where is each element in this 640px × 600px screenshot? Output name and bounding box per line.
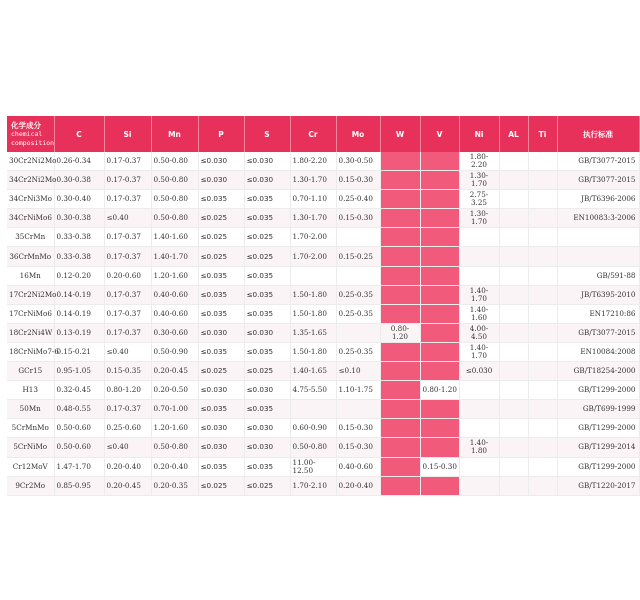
composition-table-container [7, 116, 636, 496]
cell-c: 0.13-0.19 [54, 323, 104, 342]
cell-s: ≤0.035 [244, 304, 290, 323]
header-composition [7, 116, 54, 152]
cell-ti [528, 190, 557, 209]
cell-cr: 1.30-1.70 [290, 171, 336, 190]
cell-s: ≤0.035 [244, 209, 290, 228]
cell-s: ≤0.035 [244, 342, 290, 361]
table-row [7, 362, 639, 381]
cell-c: 0.26-0.34 [54, 152, 104, 171]
cell-grade: 17CrNiMo6 [7, 304, 54, 323]
table-row [7, 285, 639, 304]
cell-grade: 30Cr2Ni2Mo [7, 152, 54, 171]
cell-std: GB/T1220-2017 [557, 476, 639, 495]
cell-w [380, 285, 420, 304]
cell-w [380, 381, 420, 400]
cell-v [420, 476, 459, 495]
cell-w [380, 190, 420, 209]
cell-ni: 1.30- 1.70 [459, 209, 499, 228]
cell-mn: 0.50-0.80 [151, 152, 198, 171]
cell-al [499, 438, 528, 457]
cell-ni [459, 266, 499, 285]
cell-si: 0.15-0.35 [104, 362, 151, 381]
cell-p: ≤0.035 [198, 342, 244, 361]
cell-grade: H13 [7, 381, 54, 400]
cell-cr: 1.80-2.20 [290, 152, 336, 171]
cell-mo: 0.15-0.30 [336, 171, 380, 190]
cell-p: ≤0.030 [198, 438, 244, 457]
table-row [7, 457, 639, 476]
cell-v [420, 362, 459, 381]
cell-si: 0.80-1.20 [104, 381, 151, 400]
table-row [7, 266, 639, 285]
cell-grade: 35CrMn [7, 228, 54, 247]
cell-ti [528, 438, 557, 457]
header-p: P [198, 116, 244, 152]
header-composition-en2: composition [11, 138, 55, 147]
cell-ti [528, 419, 557, 438]
cell-ti [528, 152, 557, 171]
cell-si: 0.17-0.37 [104, 171, 151, 190]
cell-cr [290, 400, 336, 419]
cell-si: 0.17-0.37 [104, 247, 151, 266]
cell-mn: 0.50-0.90 [151, 342, 198, 361]
cell-v [420, 266, 459, 285]
cell-w [380, 457, 420, 476]
cell-c: 0.30-0.38 [54, 171, 104, 190]
cell-c: 0.33-0.38 [54, 228, 104, 247]
cell-cr [290, 266, 336, 285]
header-composition-en1: chemical [11, 129, 43, 138]
cell-si: 0.25-0.60 [104, 419, 151, 438]
cell-p: ≤0.035 [198, 304, 244, 323]
cell-s: ≤0.035 [244, 190, 290, 209]
cell-std: EN10083:3-2006 [557, 209, 639, 228]
cell-mo: 0.15-0.30 [336, 209, 380, 228]
cell-s: ≤0.030 [244, 323, 290, 342]
cell-mn: 1.40-1.60 [151, 228, 198, 247]
cell-std: GB/T3077-2015 [557, 171, 639, 190]
cell-s: ≤0.030 [244, 419, 290, 438]
cell-s: ≤0.035 [244, 457, 290, 476]
cell-s: ≤0.025 [244, 247, 290, 266]
cell-grade: 5CrNiMo [7, 438, 54, 457]
table-row [7, 476, 639, 495]
cell-ti [528, 266, 557, 285]
cell-std: GB/591-88 [557, 266, 639, 285]
cell-s: ≤0.030 [244, 171, 290, 190]
cell-cr: 1.35-1.65 [290, 323, 336, 342]
cell-ni: ≤0.030 [459, 362, 499, 381]
cell-cr: 4.75-5.50 [290, 381, 336, 400]
cell-al [499, 247, 528, 266]
cell-std: JB/T6395-2010 [557, 285, 639, 304]
cell-si: ≤0.40 [104, 438, 151, 457]
cell-al [499, 152, 528, 171]
cell-v [420, 152, 459, 171]
cell-v [420, 400, 459, 419]
cell-v [420, 419, 459, 438]
cell-p: ≤0.025 [198, 209, 244, 228]
cell-v [420, 209, 459, 228]
cell-mo [336, 228, 380, 247]
cell-grade: 17Cr2Ni2Mo [7, 285, 54, 304]
cell-ni [459, 476, 499, 495]
header-composition-cn: 化学成分 [11, 120, 41, 130]
header-cr: Cr [290, 116, 336, 152]
cell-ti [528, 400, 557, 419]
cell-si: ≤0.40 [104, 342, 151, 361]
cell-ni: 1.40- 1.60 [459, 304, 499, 323]
cell-mn: 0.20-0.50 [151, 381, 198, 400]
cell-al [499, 476, 528, 495]
cell-cr: 1.50-1.80 [290, 342, 336, 361]
table-row [7, 247, 639, 266]
cell-ni: 1.40- 1.70 [459, 285, 499, 304]
cell-p: ≤0.035 [198, 457, 244, 476]
cell-grade: 16Mn [7, 266, 54, 285]
header-v: V [420, 116, 459, 152]
chemical-composition-table [7, 116, 640, 496]
cell-si: 0.17-0.37 [104, 190, 151, 209]
cell-cr: 0.50-0.80 [290, 438, 336, 457]
header-mo: Mo [336, 116, 380, 152]
cell-s: ≤0.035 [244, 285, 290, 304]
cell-s: ≤0.025 [244, 228, 290, 247]
cell-mn: 0.50-0.80 [151, 190, 198, 209]
cell-al [499, 381, 528, 400]
cell-p: ≤0.030 [198, 152, 244, 171]
cell-c: 0.30-0.38 [54, 209, 104, 228]
cell-w [380, 476, 420, 495]
cell-std [557, 228, 639, 247]
cell-ni [459, 419, 499, 438]
cell-al [499, 362, 528, 381]
header-si: Si [104, 116, 151, 152]
cell-mo: 0.15-0.30 [336, 438, 380, 457]
cell-mn: 0.50-0.80 [151, 209, 198, 228]
cell-v: 0.15-0.30 [420, 457, 459, 476]
cell-w [380, 400, 420, 419]
cell-mo: 0.25-0.35 [336, 304, 380, 323]
cell-std: GB/T1299-2000 [557, 457, 639, 476]
table-body [7, 152, 639, 495]
cell-cr: 1.40-1.65 [290, 362, 336, 381]
cell-grade: Cr12MoV [7, 457, 54, 476]
cell-grade: 34CrNi3Mo [7, 190, 54, 209]
cell-grade: 18Cr2Ni4W [7, 323, 54, 342]
cell-ni: 2.75- 3.25 [459, 190, 499, 209]
cell-si: 0.17-0.37 [104, 400, 151, 419]
cell-mo: 0.20-0.40 [336, 476, 380, 495]
cell-cr: 1.30-1.70 [290, 209, 336, 228]
cell-w: 0.80- 1.20 [380, 323, 420, 342]
table-row [7, 228, 639, 247]
cell-std: GB/T1299-2000 [557, 381, 639, 400]
cell-ti [528, 381, 557, 400]
cell-p: ≤0.035 [198, 190, 244, 209]
cell-w [380, 438, 420, 457]
cell-std: EN10084:2008 [557, 342, 639, 361]
cell-al [499, 457, 528, 476]
cell-ni: 4.00- 4.50 [459, 323, 499, 342]
cell-w [380, 304, 420, 323]
cell-grade: 34CrNiMo6 [7, 209, 54, 228]
cell-c: 0.48-0.55 [54, 400, 104, 419]
cell-cr: 1.50-1.80 [290, 285, 336, 304]
cell-cr: 11.00- 12.50 [290, 457, 336, 476]
cell-si: 0.17-0.37 [104, 152, 151, 171]
cell-al [499, 304, 528, 323]
cell-mn: 0.40-0.60 [151, 285, 198, 304]
cell-v [420, 228, 459, 247]
cell-mo [336, 323, 380, 342]
cell-p: ≤0.035 [198, 285, 244, 304]
cell-ti [528, 171, 557, 190]
cell-si: 0.20-0.40 [104, 457, 151, 476]
cell-ti [528, 304, 557, 323]
cell-ni [459, 400, 499, 419]
cell-std [557, 247, 639, 266]
cell-mn: 0.20-0.45 [151, 362, 198, 381]
cell-ni [459, 228, 499, 247]
cell-al [499, 323, 528, 342]
cell-s: ≤0.025 [244, 362, 290, 381]
cell-w [380, 266, 420, 285]
cell-cr: 0.70-1.10 [290, 190, 336, 209]
cell-al [499, 342, 528, 361]
cell-ti [528, 457, 557, 476]
header-al: AL [499, 116, 528, 152]
cell-mo: 0.25-0.35 [336, 285, 380, 304]
table-row [7, 171, 639, 190]
cell-cr: 1.70-2.10 [290, 476, 336, 495]
cell-s: ≤0.030 [244, 152, 290, 171]
cell-c: 0.95-1.05 [54, 362, 104, 381]
cell-grade: 50Mn [7, 400, 54, 419]
cell-mo: 1.10-1.75 [336, 381, 380, 400]
cell-std: GB/T3077-2015 [557, 152, 639, 171]
cell-si: 0.17-0.37 [104, 228, 151, 247]
cell-c: 0.50-0.60 [54, 438, 104, 457]
cell-mo: 0.40-0.60 [336, 457, 380, 476]
cell-ti [528, 362, 557, 381]
cell-si: 0.20-0.60 [104, 266, 151, 285]
header-standard: 执行标准 [557, 116, 639, 152]
cell-al [499, 209, 528, 228]
cell-ti [528, 228, 557, 247]
table-row [7, 400, 639, 419]
cell-ti [528, 247, 557, 266]
cell-v [420, 323, 459, 342]
cell-grade: 34Cr2Ni2Mo [7, 171, 54, 190]
cell-p: ≤0.025 [198, 228, 244, 247]
cell-mn: 0.20-0.40 [151, 457, 198, 476]
cell-p: ≤0.030 [198, 419, 244, 438]
cell-mn: 1.20-1.60 [151, 419, 198, 438]
cell-p: ≤0.025 [198, 362, 244, 381]
cell-al [499, 228, 528, 247]
cell-mo: ≤0.10 [336, 362, 380, 381]
header-ni: Ni [459, 116, 499, 152]
cell-p: ≤0.035 [198, 400, 244, 419]
cell-grade: GCr15 [7, 362, 54, 381]
table-row [7, 342, 639, 361]
cell-c: 0.50-0.60 [54, 419, 104, 438]
header-mn: Mn [151, 116, 198, 152]
cell-p: ≤0.025 [198, 476, 244, 495]
cell-cr: 1.70-2.00 [290, 247, 336, 266]
cell-c: 0.33-0.38 [54, 247, 104, 266]
cell-ti [528, 342, 557, 361]
table-row [7, 323, 639, 342]
cell-ni: 1.40- 1.80 [459, 438, 499, 457]
cell-mo: 0.15-0.25 [336, 247, 380, 266]
cell-al [499, 190, 528, 209]
cell-c: 0.14-0.19 [54, 304, 104, 323]
cell-ti [528, 285, 557, 304]
table-row [7, 419, 639, 438]
cell-p: ≤0.035 [198, 266, 244, 285]
cell-mn: 1.40-1.70 [151, 247, 198, 266]
cell-ti [528, 209, 557, 228]
cell-si: 0.17-0.37 [104, 285, 151, 304]
cell-grade: 18CrNiMo7-6 [7, 342, 54, 361]
cell-ni [459, 381, 499, 400]
table-row [7, 190, 639, 209]
cell-si: 0.17-0.37 [104, 304, 151, 323]
cell-ni: 1.80- 2.20 [459, 152, 499, 171]
cell-c: 0.12-0.20 [54, 266, 104, 285]
cell-mo [336, 400, 380, 419]
table-row [7, 209, 639, 228]
cell-mn: 0.50-0.80 [151, 438, 198, 457]
cell-w [380, 152, 420, 171]
cell-v [420, 342, 459, 361]
table-row [7, 381, 639, 400]
cell-al [499, 419, 528, 438]
cell-s: ≤0.025 [244, 476, 290, 495]
cell-ni: 1.30- 1.70 [459, 171, 499, 190]
cell-p: ≤0.030 [198, 381, 244, 400]
cell-al [499, 266, 528, 285]
cell-w [380, 247, 420, 266]
cell-si: 0.20-0.45 [104, 476, 151, 495]
cell-mn: 0.70-1.00 [151, 400, 198, 419]
table-row [7, 304, 639, 323]
cell-grade: 36CrMnMo [7, 247, 54, 266]
cell-std: GB/T1299-2000 [557, 419, 639, 438]
cell-cr: 1.70-2.00 [290, 228, 336, 247]
cell-al [499, 400, 528, 419]
cell-c: 0.32-0.45 [54, 381, 104, 400]
cell-w [380, 171, 420, 190]
cell-c: 0.15-0.21 [54, 342, 104, 361]
cell-mo: 0.25-0.35 [336, 342, 380, 361]
cell-cr: 0.60-0.90 [290, 419, 336, 438]
cell-c: 1.47-1.70 [54, 457, 104, 476]
cell-al [499, 171, 528, 190]
cell-ni: 1.40- 1.70 [459, 342, 499, 361]
cell-mn: 0.20-0.35 [151, 476, 198, 495]
cell-mo: 0.25-0.40 [336, 190, 380, 209]
cell-s: ≤0.035 [244, 400, 290, 419]
cell-v [420, 438, 459, 457]
cell-mn: 1.20-1.60 [151, 266, 198, 285]
table-row [7, 438, 639, 457]
cell-v [420, 247, 459, 266]
cell-grade: 9Cr2Mo [7, 476, 54, 495]
cell-ni [459, 247, 499, 266]
cell-si: ≤0.40 [104, 209, 151, 228]
cell-w [380, 419, 420, 438]
header-w: W [380, 116, 420, 152]
cell-p: ≤0.030 [198, 323, 244, 342]
cell-p: ≤0.025 [198, 247, 244, 266]
cell-w [380, 228, 420, 247]
header-c: C [54, 116, 104, 152]
header-s: S [244, 116, 290, 152]
header-ti: Ti [528, 116, 557, 152]
cell-v [420, 285, 459, 304]
cell-s: ≤0.030 [244, 438, 290, 457]
cell-ni [459, 457, 499, 476]
cell-ti [528, 476, 557, 495]
cell-s: ≤0.035 [244, 266, 290, 285]
cell-c: 0.85-0.95 [54, 476, 104, 495]
cell-std: JB/T6396-2006 [557, 190, 639, 209]
cell-ti [528, 323, 557, 342]
cell-v [420, 171, 459, 190]
cell-v [420, 190, 459, 209]
cell-v: 0.80-1.20 [420, 381, 459, 400]
header-row [7, 116, 639, 152]
cell-std: GB/T18254-2000 [557, 362, 639, 381]
cell-std: GB/T1299-2014 [557, 438, 639, 457]
cell-mn: 0.30-0.60 [151, 323, 198, 342]
cell-std: GB/T3077-2015 [557, 323, 639, 342]
cell-c: 0.14-0.19 [54, 285, 104, 304]
cell-al [499, 285, 528, 304]
cell-w [380, 342, 420, 361]
cell-mn: 0.50-0.80 [151, 171, 198, 190]
cell-w [380, 362, 420, 381]
cell-w [380, 209, 420, 228]
cell-mo [336, 266, 380, 285]
cell-v [420, 304, 459, 323]
cell-mo: 0.15-0.30 [336, 419, 380, 438]
cell-c: 0.30-0.40 [54, 190, 104, 209]
cell-std: EN17210:86 [557, 304, 639, 323]
cell-cr: 1.50-1.80 [290, 304, 336, 323]
cell-mo: 0.30-0.50 [336, 152, 380, 171]
cell-p: ≤0.030 [198, 171, 244, 190]
table-row [7, 152, 639, 171]
cell-si: 0.17-0.37 [104, 323, 151, 342]
cell-std: GB/T699-1999 [557, 400, 639, 419]
cell-s: ≤0.030 [244, 381, 290, 400]
cell-grade: 5CrMnMo [7, 419, 54, 438]
cell-mn: 0.40-0.60 [151, 304, 198, 323]
